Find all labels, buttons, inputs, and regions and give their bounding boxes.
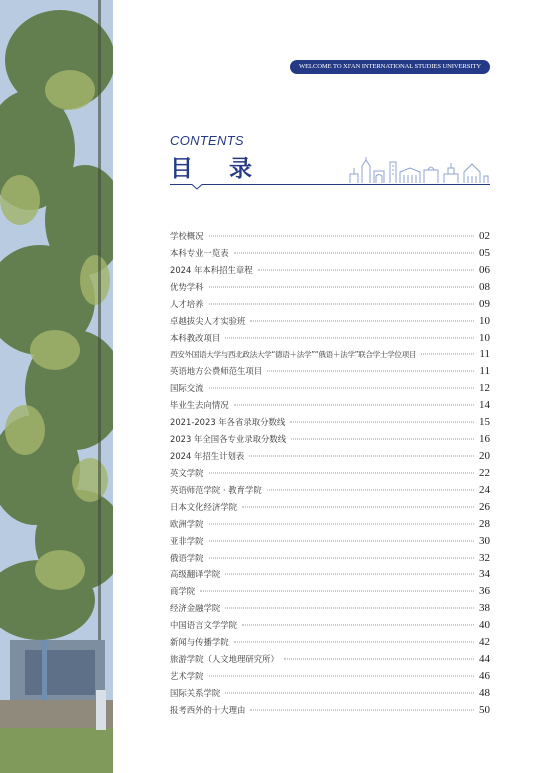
toc-entry	[170, 382, 490, 399]
toc-entry-page: 38	[479, 602, 490, 615]
toc-entry-title: 2024 年招生计划表	[170, 450, 245, 461]
toc-entry	[170, 636, 490, 653]
toc-entry-title: 本科教改项目	[170, 332, 221, 343]
toc-entry-page: 02	[479, 230, 490, 242]
toc-entry	[170, 535, 490, 552]
toc-entry	[170, 365, 490, 382]
toc-entry-page: 12	[479, 382, 490, 395]
toc-entry-page: 06	[479, 263, 490, 276]
toc-entry	[170, 653, 490, 670]
toc-entry	[170, 687, 490, 704]
toc-entry	[170, 602, 490, 619]
toc-dot-leader	[225, 692, 474, 693]
toc-dot-leader	[234, 642, 474, 643]
toc-entry-page: 05	[479, 246, 490, 259]
toc-entry-page: 22	[479, 466, 490, 479]
toc-entry-title: 卓越拔尖人才实验班	[170, 315, 246, 326]
toc-entry-title: 新闻与传播学院	[170, 637, 229, 648]
toc-dot-leader	[209, 472, 475, 473]
toc-entry-page: 16	[479, 433, 490, 446]
toc-entry-page: 09	[479, 297, 490, 310]
toc-dot-leader	[209, 286, 475, 287]
toc-entry-page: 32	[479, 551, 490, 564]
toc-entry-page: 30	[479, 534, 490, 547]
toc-entry-page: 08	[479, 280, 490, 293]
toc-dot-leader	[284, 659, 474, 660]
welcome-banner: WELCOME TO XI'AN INTERNATIONAL STUDIES UNIVERSITY	[290, 60, 490, 74]
toc-dot-leader	[242, 625, 474, 626]
toc-entry-title: 学校概况	[170, 231, 204, 241]
toc-entry-page: 36	[479, 585, 490, 598]
toc-dot-leader	[421, 354, 474, 355]
toc-entry-page: 46	[479, 669, 490, 682]
toc-dot-leader	[209, 523, 475, 524]
toc-entry-title: 西安外国语大学与西北政法大学“德语＋法学”“俄语＋法学”联合学士学位项目	[170, 350, 417, 360]
toc-entry-title: 英语地方公费师范生项目	[170, 366, 263, 377]
toc-entry	[170, 416, 490, 433]
toc-entry-title: 人才培养	[170, 298, 204, 309]
toc-entry	[170, 518, 490, 535]
toc-entry	[170, 704, 490, 721]
campus-skyline-illustration	[348, 156, 490, 184]
toc-entry	[170, 298, 490, 315]
toc-entry	[170, 568, 490, 585]
toc-dot-leader	[242, 506, 474, 507]
toc-entry-title: 中国语言文学学院	[170, 620, 237, 631]
toc-entry-title: 2024 年本科招生章程	[170, 264, 253, 275]
toc-entry-title: 优势学科	[170, 281, 204, 292]
toc-entry-title: 欧洲学院	[170, 518, 204, 529]
toc-entry	[170, 230, 490, 247]
toc-entry	[170, 433, 490, 450]
toc-entry-title: 2023 年全国各专业录取分数线	[170, 434, 287, 445]
toc-entry-title: 经济金融学院	[170, 603, 221, 614]
toc-entry-title: 国际交流	[170, 383, 204, 394]
toc-entry-page: 40	[479, 619, 490, 632]
toc-entry-title: 商学院	[170, 586, 196, 597]
toc-entry	[170, 399, 490, 416]
table-of-contents	[170, 230, 490, 721]
toc-entry-title: 毕业生去向情况	[170, 400, 229, 411]
toc-dot-leader	[200, 591, 474, 592]
toc-entry-page: 11	[479, 365, 490, 378]
toc-entry-title: 国际关系学院	[170, 687, 221, 698]
toc-entry	[170, 484, 490, 501]
toc-entry-page: 26	[479, 500, 490, 513]
toc-dot-leader	[225, 337, 474, 338]
toc-dot-leader	[249, 455, 474, 456]
toc-entry-title: 2021-2023 年各省录取分数线	[170, 417, 286, 428]
toc-dot-leader	[209, 557, 475, 558]
heading-rule	[170, 183, 490, 191]
toc-entry-page: 10	[479, 331, 490, 344]
toc-entry-title: 旅游学院（人文地理研究所）	[170, 654, 279, 665]
toc-dot-leader	[225, 574, 474, 575]
toc-dot-leader	[209, 540, 475, 541]
toc-entry-page: 20	[479, 449, 490, 462]
toc-entry-page: 42	[479, 636, 490, 649]
toc-entry-title: 高级翻译学院	[170, 569, 221, 580]
toc-dot-leader	[209, 675, 475, 676]
toc-dot-leader	[234, 405, 474, 406]
toc-dot-leader	[234, 252, 474, 253]
toc-entry	[170, 348, 490, 365]
toc-entry-page: 28	[479, 517, 490, 530]
toc-entry-page: 50	[479, 703, 490, 716]
toc-dot-leader	[290, 422, 474, 423]
campus-photo-illustration	[0, 0, 113, 773]
toc-entry-page: 48	[479, 686, 490, 699]
toc-dot-leader	[250, 709, 474, 710]
toc-entry-title: 报考西外的十大理由	[170, 704, 246, 715]
toc-entry	[170, 315, 490, 332]
toc-entry	[170, 264, 490, 281]
toc-dot-leader	[291, 439, 474, 440]
toc-entry-page: 34	[479, 568, 490, 581]
toc-dot-leader	[209, 303, 475, 304]
toc-entry-page: 24	[479, 483, 490, 496]
toc-entry	[170, 585, 490, 602]
toc-entry-title: 日本文化经济学院	[170, 501, 237, 512]
toc-entry-page: 10	[479, 314, 490, 327]
toc-entry-title: 英文学院	[170, 467, 204, 478]
toc-entry-title: 本科专业一览表	[170, 247, 229, 258]
toc-entry	[170, 332, 490, 349]
contents-heading-zh: 目 录	[170, 156, 267, 182]
toc-dot-leader	[209, 236, 475, 237]
toc-entry-page: 14	[479, 399, 490, 412]
contents-heading-en: CONTENTS	[170, 133, 244, 148]
toc-entry	[170, 467, 490, 484]
toc-dot-leader	[267, 371, 474, 372]
toc-entry	[170, 501, 490, 518]
toc-entry-page: 44	[479, 653, 490, 666]
toc-entry	[170, 619, 490, 636]
campus-photo	[0, 0, 113, 773]
toc-entry	[170, 247, 490, 264]
toc-dot-leader	[258, 269, 474, 270]
toc-entry-title: 俄语学院	[170, 552, 204, 563]
toc-entry	[170, 450, 490, 467]
toc-entry-title: 艺术学院	[170, 670, 204, 681]
toc-entry-page: 15	[479, 416, 490, 429]
toc-dot-leader	[225, 608, 474, 609]
toc-entry-title: 英语师范学院 · 教育学院	[170, 484, 262, 495]
toc-entry-page: 11	[479, 348, 490, 361]
toc-dot-leader	[209, 388, 475, 389]
toc-dot-leader	[250, 320, 474, 321]
toc-dot-leader	[267, 489, 474, 490]
toc-entry	[170, 670, 490, 687]
toc-entry-title: 亚非学院	[170, 535, 204, 546]
toc-entry	[170, 552, 490, 569]
toc-entry	[170, 281, 490, 298]
